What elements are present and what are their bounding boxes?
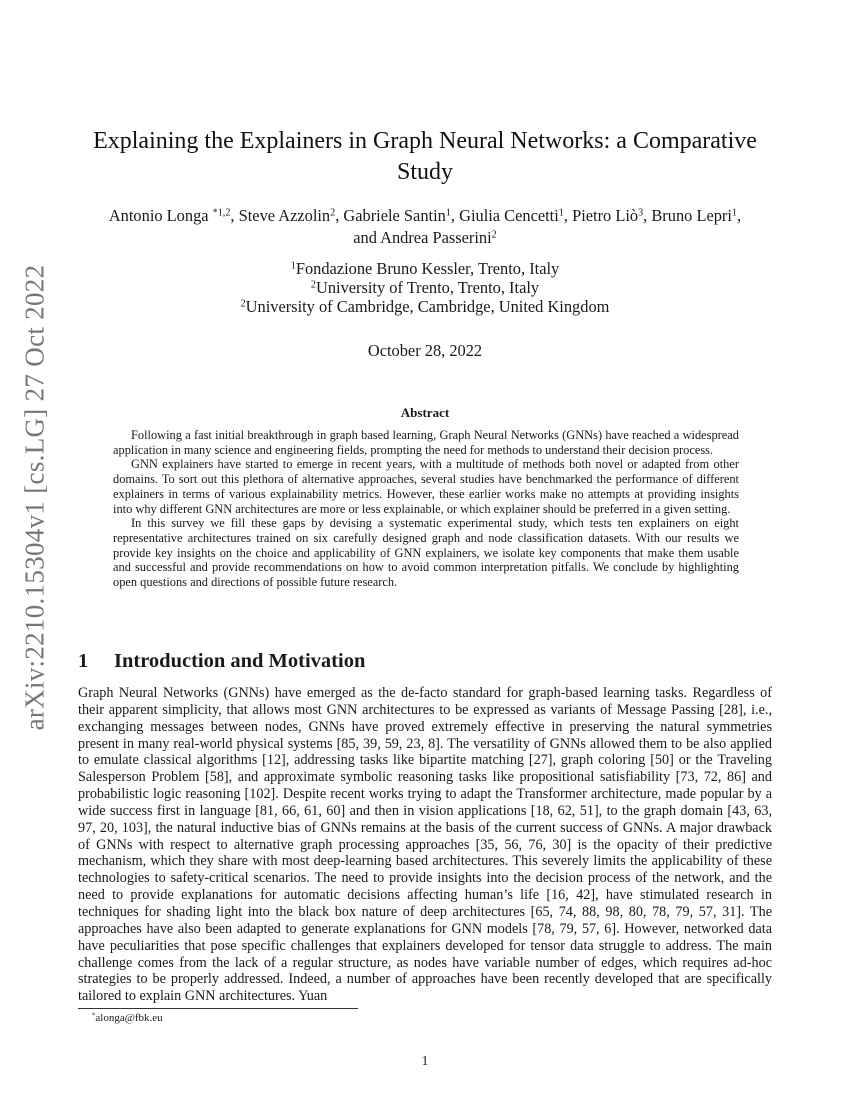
affiliation-mark: 1 bbox=[290, 260, 296, 272]
author-affiliation-mark: 2 bbox=[330, 207, 336, 219]
author-name: Giulia Cencetti bbox=[459, 206, 559, 225]
affiliation-list bbox=[70, 259, 780, 316]
footnote-mark: * bbox=[92, 1012, 96, 1020]
author-affiliation-mark: 2 bbox=[491, 229, 497, 241]
author-name: Gabriele Santin bbox=[343, 206, 446, 225]
publication-date: October 28, 2022 bbox=[367, 341, 483, 360]
arxiv-identifier-text: arXiv:2210.15304v1 [cs.LG] 27 Oct 2022 bbox=[19, 264, 50, 730]
abstract-paragraph: In this survey we fill these gaps by devising a systematic experimental study, which tests ten explainers on eight representative architectures trained on six carefully designed graph and node classification datasets. With our results we provide key insights on the choice and applicability of GNN explainers, we isolate key components that make them usable and successful and provide recommendations on how to avoid common interpretation pitfalls. We conclude by highlighting open questions and directions of possible future research. bbox=[113, 516, 739, 590]
author-name: Steve Azzolin bbox=[238, 206, 331, 225]
section-heading bbox=[78, 650, 365, 673]
abstract-heading: Abstract bbox=[400, 405, 450, 420]
section-title: Introduction and Motivation bbox=[114, 650, 366, 672]
author-affiliation-mark: 1 bbox=[445, 207, 451, 219]
arxiv-identifier bbox=[10, 264, 60, 730]
section-body: Graph Neural Networks (GNNs) have emerged as the de-facto standard for graph-based learning tasks. Regardless of their apparent simplicity, that allows most GNN architectures to be expressed as variants of Message Passing [28], i.e., exchanging messages between nodes, GNNs have proved extremely effective in preserving the natural symmetries present in many real-world physical systems [85, 39, 59, 23, 8]. The versatility of GNNs allowed them to be also applied to emulate classical algorithms [12], addressing tasks like bipartite matching [27], graph coloring [50] or the Traveling Salesperson Problem [58], and approximate symbolic reasoning tasks like propositional satisfiability [73, 72, 86] and probabilistic logic reasoning [102]. Despite recent works trying to adapt the Transformer architecture, made popular by a wide success first in language [81, 66, 61, 60] and then in vision applications [18, 62, 51], to the graph domain [43, 63, 97, 20, 103], the natural inductive bias of GNNs remains at the basis of the current success of GNNs. A major drawback of GNNs with respect to alternative graph processing approaches [35, 56, 76, 30] is the opacity of their predictive mechanism, which they share with most deep-learning based architectures. This severely limits the applicability of these technologies to safety-critical scenarios. The need to provide insights into the decision process of the network, and the need to provide explanations for automatic decisions affecting human’s life [16, 42], have stimulated research in techniques for shading light into the black box nature of deep architectures [65, 74, 88, 98, 80, 78, 79, 57, 31]. The approaches have also been adapted to generate explanations for GNN models [78, 79, 57, 6]. However, networked data have peculiarities that pose specific challenges that explainers developed for tensor data struggle to address. The main challenge comes from the lack of a regular structure, as nodes have variable number of edges, which requires ad-hoc strategies to be properly addressed. Indeed, a number of approaches have been recently developed that are specifically tailored to explain GNN architectures. Yuan bbox=[78, 685, 772, 1005]
author-affiliation-mark: *1,2 bbox=[212, 207, 231, 219]
affiliation-text: Fondazione Bruno Kessler, Trento, Italy bbox=[295, 259, 560, 278]
abstract-body bbox=[113, 428, 739, 590]
author-affiliation-mark: 1 bbox=[731, 207, 738, 219]
affiliation-mark: 2 bbox=[310, 279, 316, 291]
abstract-paragraph: Following a fast initial breakthrough in graph based learning, Graph Neural Networks (GNNs) have reached a widespread application in many science and engineering fields, prompting the need for methods to understand their decision process. bbox=[113, 428, 739, 457]
author-name: Bruno Lepri bbox=[651, 206, 732, 225]
footnote bbox=[92, 1012, 163, 1024]
affiliation-text: University of Cambridge, Cambridge, United Kingdom bbox=[245, 297, 610, 316]
affiliation-text: University of Trento, Trento, Italy bbox=[315, 278, 540, 297]
author-affiliation-mark: 3 bbox=[638, 207, 644, 219]
author-list: Antonio Longa $^{*1,2}$, Steve Azzolin$^2$, Gabriele Santin$^1$, Giulia Cencetti$^1$, Pietro Liò$^3$, Bruno Lepri$^1$, and Andrea Passerini$^2$ bbox=[108, 206, 742, 247]
section-number: 1 bbox=[78, 650, 89, 672]
author-name: Antonio Longa bbox=[108, 206, 213, 225]
authors-connector: and bbox=[353, 228, 377, 247]
abstract-paragraph: GNN explainers have started to emerge in recent years, with a multitude of methods both novel or adapted from other domains. To sort out this plethora of alternative approaches, several studies have benchmarked the performance of different explainers in terms of various explainability metrics. However, these earlier works make no attempts at providing insights into why different GNN architectures are more or less explainable, or which explainer should be preferred in a given setting. bbox=[113, 457, 739, 516]
author-affiliation-mark: 1 bbox=[558, 207, 564, 219]
footnote-email: alonga@fbk.eu bbox=[95, 1012, 163, 1024]
affiliation bbox=[70, 297, 780, 316]
footnote-divider bbox=[78, 1008, 358, 1009]
affiliation bbox=[70, 259, 780, 278]
author-name: Andrea Passerini bbox=[380, 228, 492, 247]
page-number: 1 bbox=[421, 1053, 429, 1068]
author-name: Pietro Liò bbox=[572, 206, 639, 225]
paper-title: Explaining the Explainers in Graph Neural Networks: a Comparative Study bbox=[93, 128, 757, 185]
affiliation bbox=[70, 278, 780, 297]
affiliation-mark: 2 bbox=[240, 298, 246, 310]
